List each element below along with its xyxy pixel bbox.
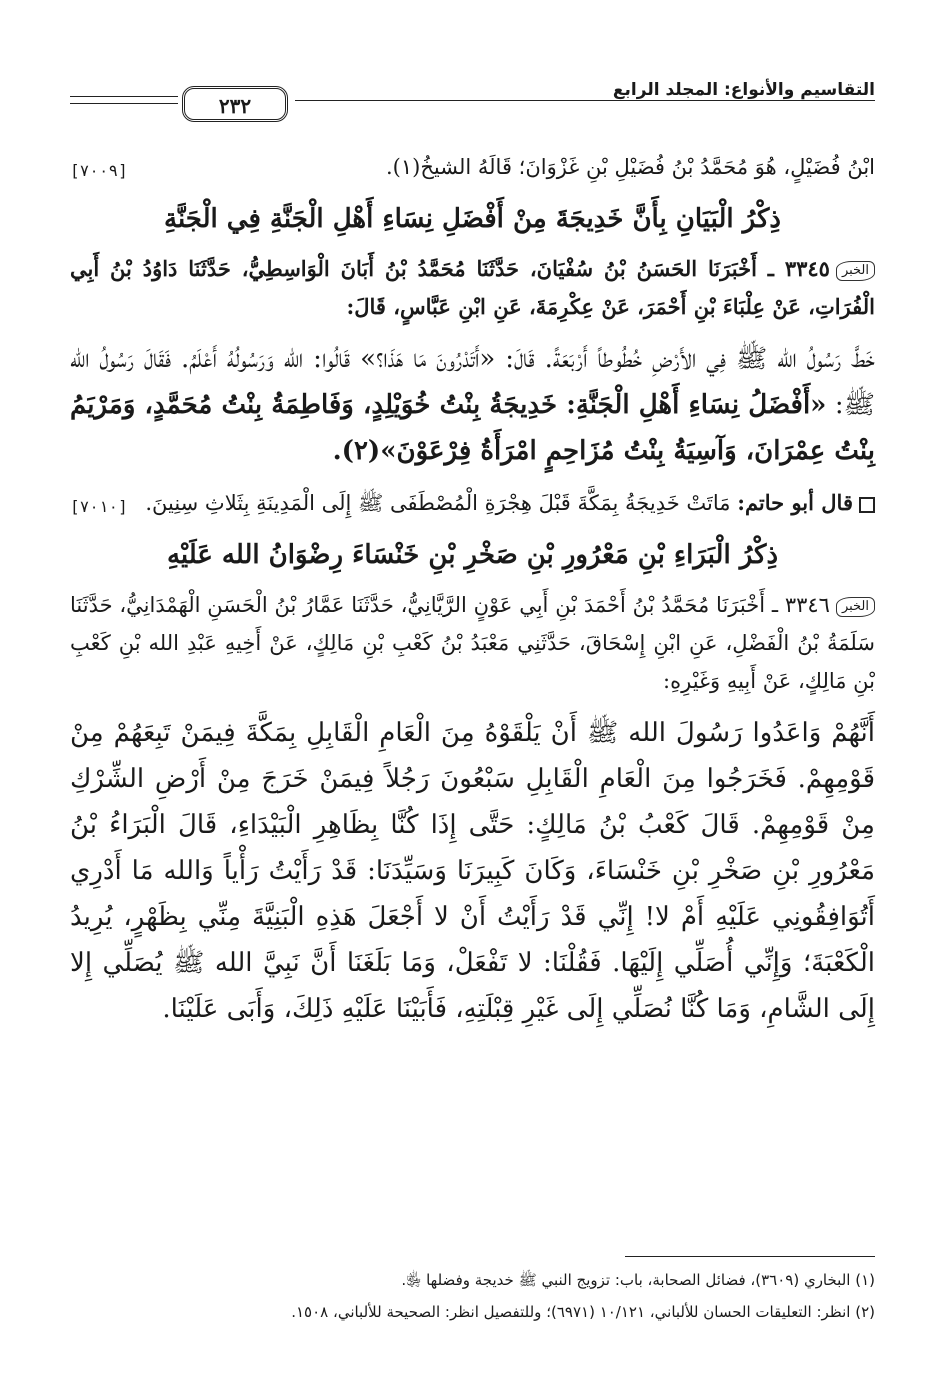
footnote: (٢) انظر: التعليقات الحسان للألباني، ١٠/١٢١ (٦٩٧١)؛ وللتفصيل انظر: الصحيحة للألباني، ١٥٠٨.: [291, 1303, 875, 1321]
hadith-isnad: [70, 250, 875, 326]
header-rule-left-top: [70, 96, 178, 97]
reference-number: [٧٠١٠]: [70, 497, 128, 516]
matn-text: خَطَّ رَسُولُ الله ﷺ فِي الأَرْضِ خُطُوطاً أَرْبَعَةً. قَالَ: «أَتَدْرُونَ مَا هَذَا؟» قَالُوا: الله وَرَسُولُهُ أَعْلَمُ. فَقَالَ رَسُولُ الله ﷺ:: [70, 344, 875, 420]
matn-quote: «أَفْضَلُ نِسَاءِ أَهْلِ الْجَنَّةِ: خَدِيجَةُ بِنْتُ خُوَيْلِدٍ، وَفَاطِمَةُ بِنْتُ مُحَمَّدٍ، وَمَرْيَمُ بِنْتُ عِمْرَانَ، وَآسِيَةُ بِنْتُ مُزَاحِمٍ امْرَأَةُ فِرْعَوْنَ»(٢).: [70, 390, 875, 466]
hadith-matn: أَنَّهُمْ وَاعَدُوا رَسُولَ الله ﷺ أَنْ يَلْقَوْهُ مِنَ الْعَامِ الْقَابِلِ بِمَكَّةَ فِيمَنْ تَبِعَهُمْ مِنْ قَوْمِهِمْ. فَخَرَجُوا مِنَ الْعَامِ الْقَابِلِ سَبْعُونَ رَجُلاً فِيمَنْ خَرَجَ مِنْ أَرْضِ الشِّرْكِ مِنْ قَوْمِهِمْ. قَالَ كَعْبُ بْنُ مَالِكٍ: حَتَّى إِذَا كُنَّا بِظَاهِرِ الْبَيْدَاءِ، قَالَ الْبَرَاءُ بْنُ مَعْرُورِ بْنِ صَخْرِ بْنِ خَنْسَاءَ، وَكَانَ كَبِيرَنَا وَسَيِّدَنَا: قَدْ رَأَيْتُ رَأْياً وَالله مَا أَدْرِي أَتُوَافِقُونِي عَلَيْهِ أَمْ لا! إِنِّي قَدْ رَأَيْتُ أَنْ لا أَجْعَلَ هَذِهِ الْبَنِيَّةَ مِنِّي بِظَهْرٍ، يُرِيدُ الْكَعْبَةَ؛ وَإِنِّي أُصَلِّي إِلَيْهَا. فَقُلْنَا: لا تَفْعَلْ، وَمَا بَلَغَنَا أَنَّ نَبِيَّ الله ﷺ يُصَلِّي إِلا إِلَى الشَّامِ، وَمَا كُنَّا نُصَلِّي إِلَى غَيْرِ قِبْلَتِهِ، فَأَبَيْنَا عَلَيْهِ ذَلِكَ، وَأَبَى عَلَيْنَا.: [70, 718, 875, 1024]
header-rule-left-bottom: [70, 103, 178, 104]
continued-text: ابْنُ فُضَيْلٍ، هُوَ مُحَمَّدُ بْنُ فُضَيْلِ بْنِ غَزْوَانَ؛ قَالَهُ الشيخُ(١).: [386, 155, 875, 179]
reference-number: [٧٠٠٩]: [70, 161, 128, 180]
khabar-badge-icon: الخبر: [836, 261, 875, 281]
running-title: التقاسيم والأنواع: المجلد الرابع: [612, 80, 875, 100]
page-header: [70, 68, 875, 128]
note-text: مَاتَتْ خَدِيجَةُ بِمَكَّةَ قَبْلَ هِجْرَةِ الْمُصْطَفَى ﷺ إِلَى الْمَدِينَةِ بِثَلاثِ سِنِينَ.: [145, 491, 731, 515]
isnad-text: ٣٣٤٦ ـ أَخْبَرَنَا مُحَمَّدُ بْنُ أَحْمَدَ بْنِ أَبِي عَوْنٍ الرَّيَّانِيُّ، حَدَّثَنَا عَمَّارُ بْنُ الْحَسَنِ الْهَمْدَانِيُّ، حَدَّثَنَا سَلَمَةُ بْنُ الْفَضْلِ، عَنِ ابْنِ إِسْحَاقَ، حَدَّثَنِي مَعْبَدُ بْنُ كَعْبِ بْنِ مَالِكٍ، عَنْ أَخِيهِ عَبْدِ الله بْنِ كَعْبِ بْنِ مَالِكٍ، عَنْ أَبِيهِ وَغَيْرِهِ:: [70, 593, 875, 693]
abu-hatim-note: [70, 484, 875, 522]
note-label: قال أبو حاتم:: [737, 490, 853, 515]
footnote-divider: [625, 1256, 875, 1257]
hadith-isnad: [70, 586, 875, 700]
page-number: ٢٣٢: [182, 86, 288, 122]
footnote: (١) البخاري (٣٦٠٩)، فضائل الصحابة، باب: تزويج النبي ﷺ خديجة وفضلها ﵂.: [401, 1271, 875, 1289]
hadith-matn: [70, 336, 875, 474]
header-rule: [295, 100, 875, 101]
continued-paragraph: [70, 148, 875, 186]
footnotes: [70, 1264, 875, 1328]
section-heading: ذِكْرُ الْبَرَاءِ بْنِ مَعْرُورِ بْنِ صَخْرِ بْنِ خَنْسَاءَ رِضْوَانُ الله عَلَيْهِ: [166, 540, 779, 570]
isnad-text: ٣٣٤٥ ـ أَخْبَرَنَا الحَسَنُ بْنُ سُفْيَانَ، حَدَّثَنَا مُحَمَّدُ بْنُ أَبَانَ الْوَاسِطِيُّ، حَدَّثَنَا دَاوُدُ بْنُ أَبِي الْفُرَاتِ، عَنْ عِلْبَاءَ بْنِ أَحْمَرَ، عَنْ عِكْرِمَةَ، عَنِ ابْنِ عَبَّاسٍ، قَالَ:: [70, 256, 875, 319]
khabar-badge-icon: الخبر: [836, 597, 875, 617]
section-heading: ذِكْرُ الْبَيَانِ بِأَنَّ خَدِيجَةَ مِنْ أَفْضَلِ نِسَاءِ أَهْلِ الْجَنَّةِ فِي الْجَنَّةِ: [164, 204, 781, 234]
page-body: [70, 148, 875, 1032]
square-bullet-icon: [859, 497, 875, 513]
